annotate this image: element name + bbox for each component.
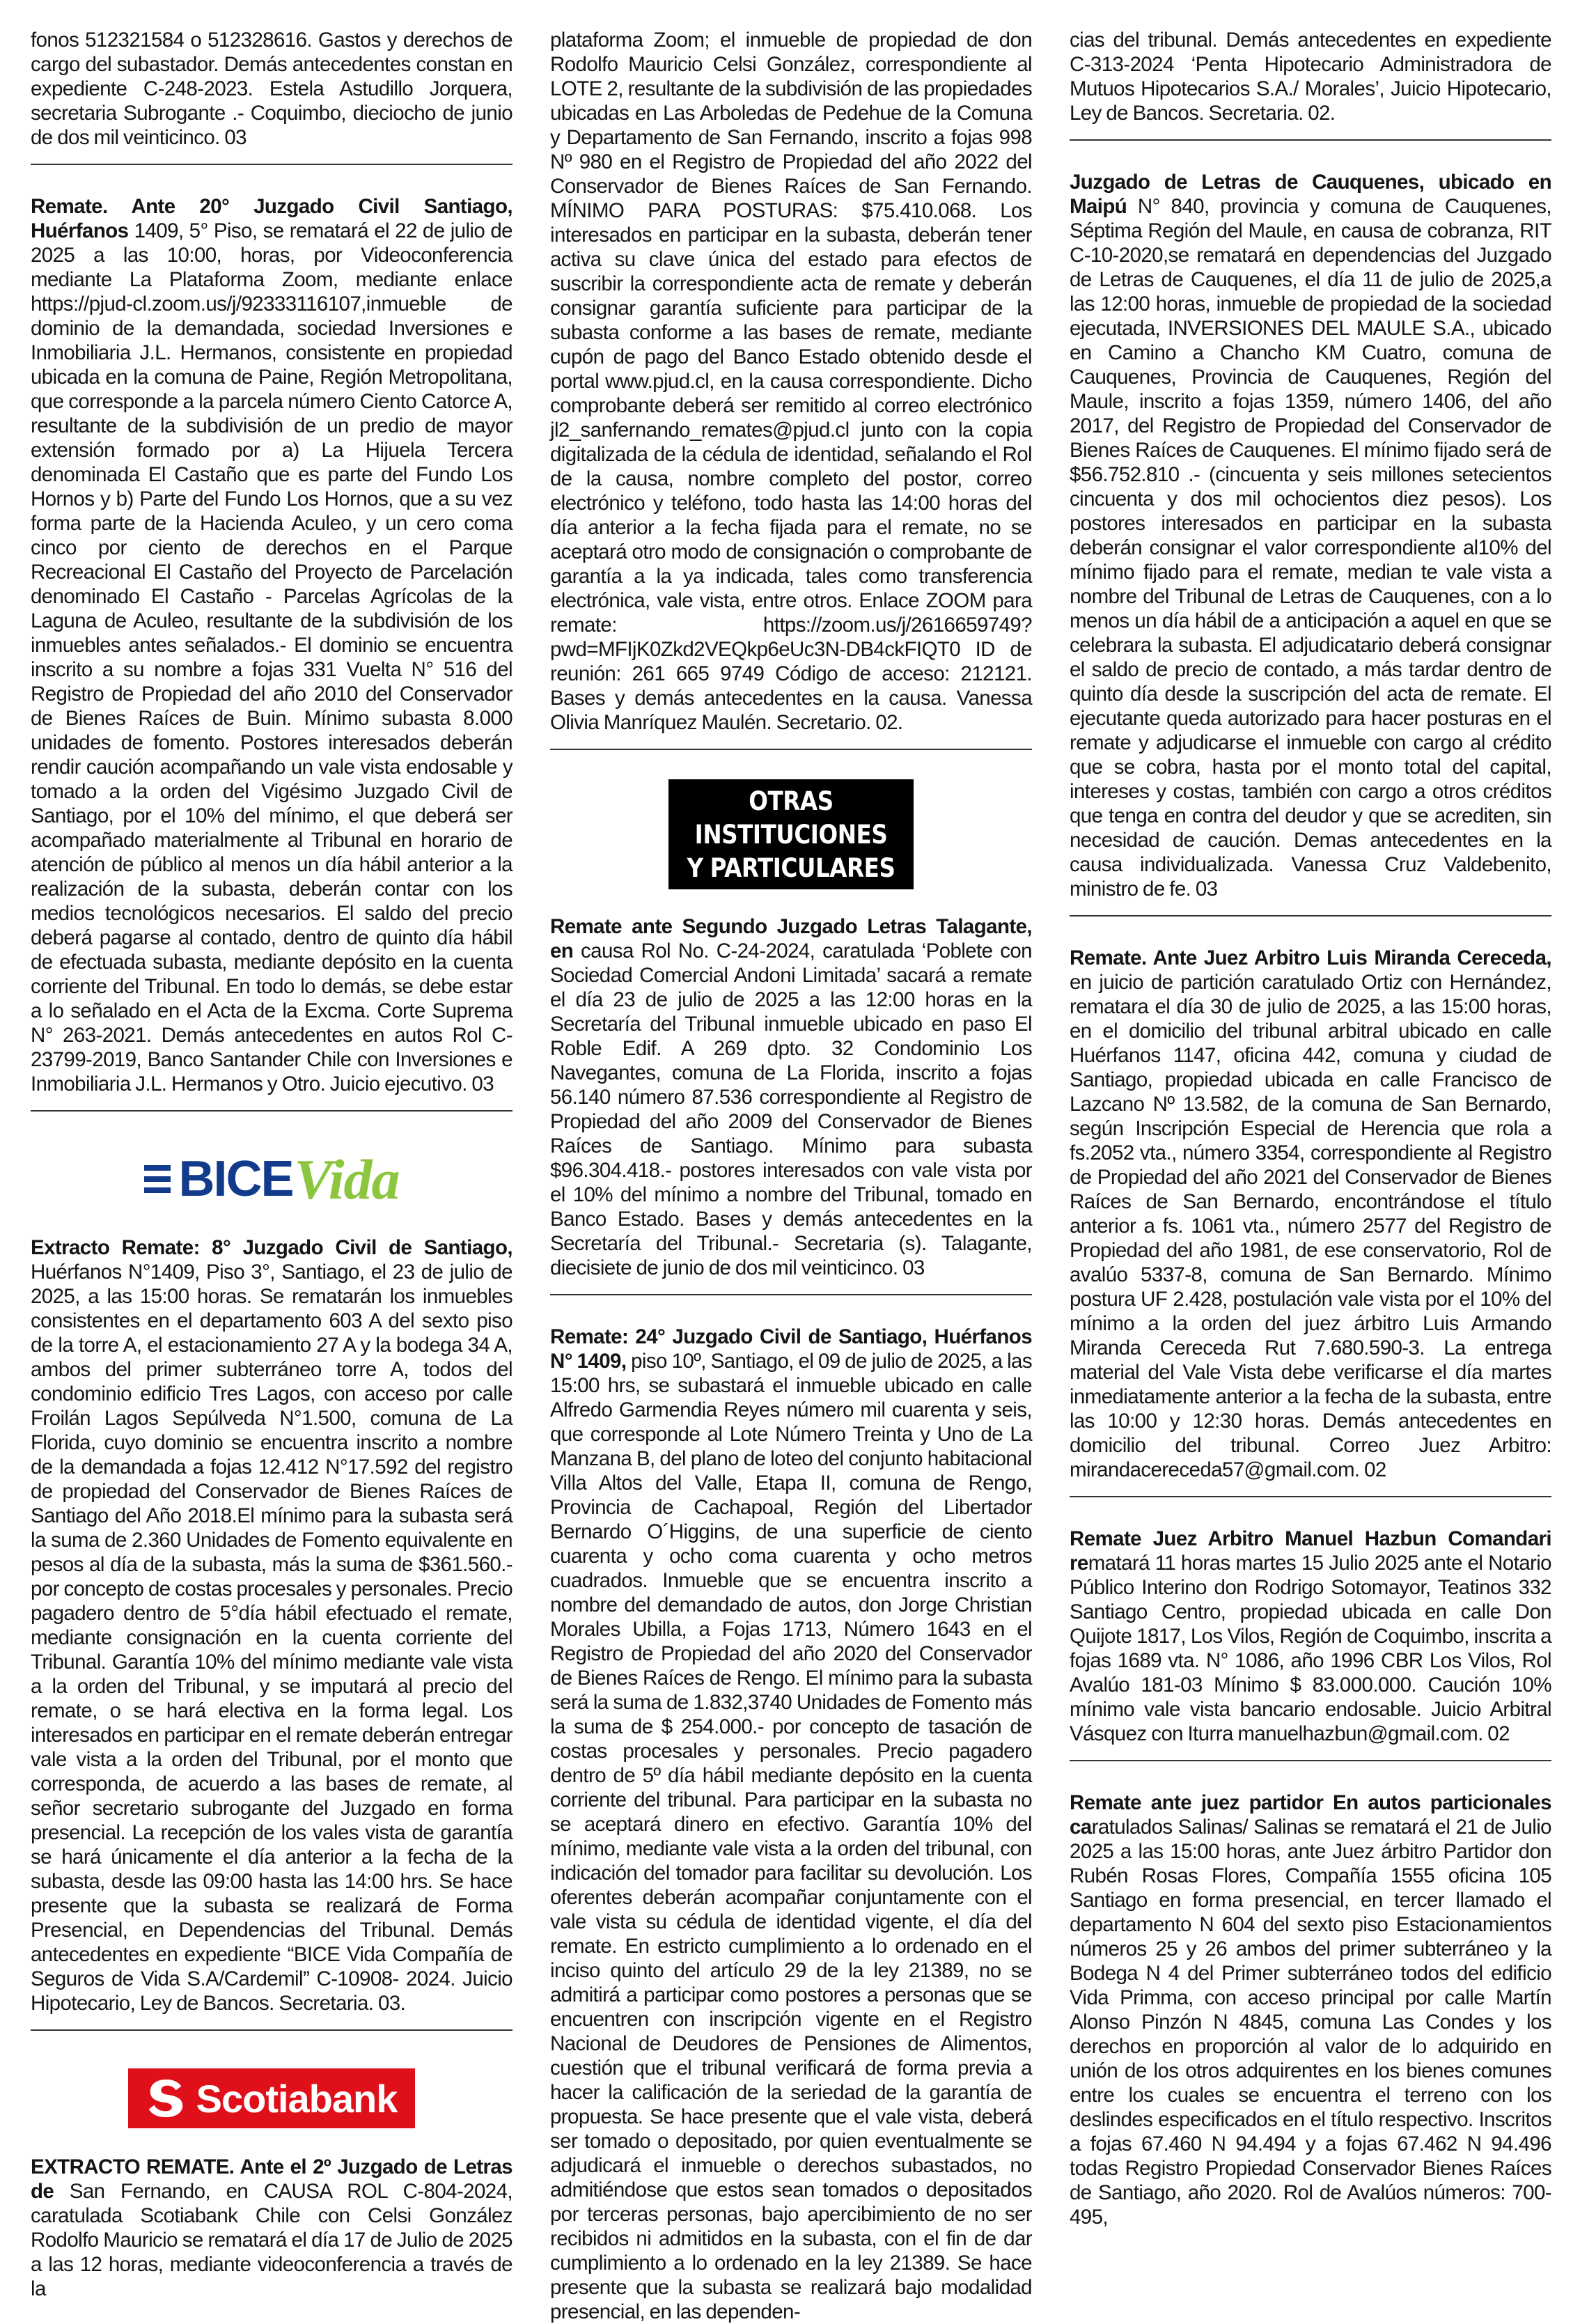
scotiabank-logo (31, 2060, 513, 2137)
notice-divider (31, 2029, 513, 2031)
notice-divider (1070, 915, 1551, 917)
notice-heading: Remate. Ante 20° Juzgado Civil Santiago, Huérfanos (31, 195, 513, 242)
notice-continuation: cias del tribunal. Demás antecedentes en expediente C-313-2024 ‘Penta Hipotecario Administradora de Mutuos Hipotecarios S.A./ Morales’, Juicio Hipotecario, Ley de Bancos. Secretaria. 02. (1070, 29, 1551, 125)
notice-body: San Fernando, en CAUSA ROL C-804-2024, caratulada Scotiabank Chile con Celsi González Rodolfo Mauricio se rematará el día 17 de Julio de 2025 a las 12 horas, mediante videoconferencia a través de la (31, 2180, 513, 2300)
bice-vida-logo (31, 1141, 513, 1217)
notice-remate-talagante (550, 914, 1032, 1280)
notice-heading: Remate. Ante Juez Arbitro Luis Miranda Cereceda, (1070, 946, 1551, 969)
notice-divider (550, 749, 1032, 750)
section-banner (550, 779, 1032, 889)
notice-divider (550, 1294, 1032, 1295)
notice-heading: Remate ante juez partidor En autos particionales ca (1070, 1791, 1551, 1839)
notice-extracto-8-juzgado (31, 1235, 513, 2015)
section-banner-line-1: OTRAS INSTITUCIONES (694, 786, 888, 850)
notice-body: en juicio de partición caratulado Ortiz con Hernández, rematara el día 30 de julio de 2025, a las 15:00 horas, en el domicilio del tribunal arbitral ubicado en calle Huérfanos 1147, oficina 442, comuna y ciudad de Santiago, propiedad ubicada en calle Francisco de Lazcano Nº 13.582, de la comuna de San Bernardo, según Inscripción Especial de Herencia que rola a fs.2052 vta., número 3354, correspondiente al Registro de Propiedad del año 2021 del Conservador de Bienes Raíces de San Bernardo, encontrándose el título anterior a fs. 1061 vta., número 2577 del Registro de Propiedad del año 1981, de ese conservatorio, Rol de avalúo 5337-8, comuna de San Bernardo. Mínimo postura UF 2.428, postulación vale vista por el 10% del mínimo a la orden del juez árbitro Luis Armando Miranda Cereceda Rut 7.680.590-3. La entrega material del Vale Vista debe verificarse el día martes inmediatamente anterior a la fecha de la subasta, entre las 10:00 y 12:30 horas. Demás antecedentes en domicilio del tribunal. Correo Juez Arbitro: mirandacereceda57@gmail.com. 02 (1070, 971, 1551, 1481)
notice-divider (31, 164, 513, 165)
notice-heading: EXTRACTO REMATE. Ante el 2º Juzgado de Letras de (31, 2155, 513, 2203)
notice-divider (1070, 139, 1551, 141)
scotiabank-s-icon (146, 2077, 187, 2120)
notice-body: 1409, 5° Piso, se rematará el 22 de julio de 2025 a las 10:00, horas, por Videoconferencia mediante La Plataforma Zoom, mediante enlace https://pjud-cl.zoom.us/j/92333116107,inmueble de dominio de la demandada, sociedad Inversiones e Inmobiliaria J.L. Hermanos, consistente en propiedad ubicada en la comuna de Paine, Región Metropolitana, que corresponde a la parcela número Ciento Catorce A, resultante de la subdivisión de un predio de mayor extensión formado por a) La Hijuela Tercera denominada El Castaño que es parte del Fundo Los Hornos y b) Parte del Fundo Los Hornos, que a su vez forma parte de la Hacienda Aculeo, y un cero coma cinco por ciento de derechos en el Parque Recreacional El Castaño del Proyecto de Parcelación denominado El Castaño - Parcelas Agrícolas de la Laguna de Aculeo, resultante de la subdivisión de los inmuebles antes señalados.- El dominio se encuentra inscrito a su nombre a fojas 331 Vuelta N° 516 del Registro de Propiedad del año 2010 del Conservador de Bienes Raíces de Buin. Mínimo subasta 8.000 unidades de fomento. Postores interesados deberán rendir caución acompañando un vale vista endosable y tomado a la orden del Vigésimo Juzgado Civil de Santiago, por el 10% del mínimo, el que deberá ser acompañado materialmente al Tribunal en horario de atención de público al menos un día hábil anterior a la realización de la subasta, deberán contar con los medios tecnológicos necesarios. El saldo del precio deberá pagarse al contado, dentro de quinto día hábil de efectuada subasta, mediante depósito en la cuenta corriente del Tribunal. En todo lo demás, se debe estar a lo señalado en el Acta de la Excma. Corte Suprema N° 263-2021. Demás antecedentes en autos Rol C-23799-2019, Banco Santander Chile con Inversiones e Inmobiliaria J.L. Hermanos y Otro. Juicio ejecutivo. 03 (31, 219, 513, 1095)
bice-logo-text: BICE (178, 1151, 293, 1207)
notice-heading: Remate Juez Arbitro Manuel Hazbun Comandari re (1070, 1527, 1551, 1575)
notice-juzgado-cauquenes (1070, 170, 1551, 901)
notice-continuation: fonos 512321584 o 512328616. Gastos y derechos de cargo del subastador. Demás antecedentes constan en expediente C-248-2023. Estela Astudillo Jorquera, secretaria Subrogante .- Coquimbo, dieciocho de junio de dos mil veinticinco. 03 (31, 29, 513, 149)
notice-heading: Extracto Remate: 8° Juzgado Civil de Santiago, (31, 1236, 513, 1259)
column-3 (1070, 28, 1551, 2229)
notice-heading: Juzgado de Letras de Cauquenes, ubicado en Maipú (1070, 171, 1551, 218)
notice-body: ratulados Salinas/ Salinas se rematará el 21 de Julio 2025 a las 15:00 horas, ante Juez árbitro Partidor don Rubén Rosas Flores, Compañía 1555 oficina 105 Santiago en forma presencial, en tercer llamado el departamento N 604 del sexto piso Estacionamientos números 25 y 26 ambos del primer subterráneo y la Bodega N 4 del Primer subterráneo todos del edificio Vida Primma, con acceso principal por calle Martín Alonso Pinzón N 4845, comuna Las Condes y los derechos en proporción al valor de lo adquirido en unión de los otros adquirentes en los bienes comunes entre los cuales se encuentra el terreno con los deslindes especificados en el título respectivo. Inscritos a fojas 67.460 N 94.494 y a fojas 67.462 N 94.496 todas Registro Propiedad Conservador Bienes Raíces de Santiago, año 2020. Rol de Avalúos números: 700-495, (1070, 1816, 1551, 2229)
notice-divider (31, 1110, 513, 1112)
notice-divider (1070, 1760, 1551, 1761)
notice-body: piso 10º, Santiago, el 09 de julio de 2025, a las 15:00 hrs, se subastará el inmueble ubicado en calle Alfredo Garmendia Reyes número mil cuarenta y seis, que corresponde al Lote Número Treinta y Uno de La Manzana B, del plano de loteo del conjunto habitacional Villa Altos del Valle, Etapa II, comuna de Rengo, Provincia de Cachapoal, Región del Libertador Bernardo O´Higgins, de una superficie de ciento cuarenta y ocho coma cuarenta y ocho metros cuadrados. Inmueble que se encuentra inscrito a nombre del demandado de autos, don Jorge Christian Morales Ubilla, a Fojas 1713, Número 1643 en el Registro de Propiedad del año 2020 del Conservador de Bienes Raíces de Rengo. El mínimo para la subasta será la suma de 1.832,3740 Unidades de Fomento más la suma de $ 254.000.- por concepto de tasación de costas procesales y personales. Precio pagadero dentro de 5º día hábil mediante depósito en la cuenta corriente del tribunal. Para participar en la subasta no se aceptará dinero en efectivo. Garantía 10% del mínimo, mediante vale vista a la orden del tribunal, con indicación del tomador para facilitar su devolución. Los oferentes deberán acompañar conjuntamente con el vale vista su cédula de identidad vigente, el día del remate. En estricto cumplimiento a lo ordenado en el inciso quinto del artículo 29 de la ley 21389, no se admitirá a participar como postores a personas que se encuentren con inscripción vigente en el Registro Nacional de Deudores de Pensiones de Alimentos, cuestión que el tribunal verificará de forma previa a hacer la calificación de la seriedad de la garantía de propuesta. Se hace presente que el vale vista, deberá ser tomado o depositado, por quien eventualmente se adjudicará el inmueble o derechos subastados, no admitiéndose que estos sean tomados o depositados por terceras personas, bajo apercibimiento de no ser recibidos ni admitidos en la subasta, con el fin de dar cumplimiento a lo ordenado en la ley 21389. Se hace presente que la subasta se realizará bajo modalidad presencial, en las dependen- (550, 1350, 1032, 2323)
scotiabank-logo-text: Scotiabank (196, 2076, 398, 2121)
notice-body: N° 840, provincia y comuna de Cauquenes, Séptima Región del Maule, en causa de cobranza, RIT C-10-2020,se rematará en dependencias del Juzgado de Letras de Cauquenes, el día 11 de julio de 2025,a las 12:00 horas, inmueble de propiedad de la sociedad ejecutada, INVERSIONES DEL MAULE S.A., ubicado en Camino a Chancho KM Cuatro, comuna de Cauquenes, Provincia de Cauquenes, Región del Maule, inscrito a fojas 1359, número 1406, del año 2017, del Registro de Propiedad del Conservador de Bienes Raíces de Cauquenes. El mínimo fijado será de $56.752.810 .- (cincuenta y seis millones setecientos cincuenta y dos mil ochocientos diez pesos). Los postores interesados en participar en la subasta deberán consignar el valor correspondiente al10% del mínimo fijado para el remate, median te vale vista a nombre del Tribunal de Letras de Cauquenes, con a lo menos un día hábil de a anticipación a aquel en que se celebrara la subasta. El adjudicatario deberá consignar el saldo de precio de contado, a más tardar dentro de quinto día desde la suscripción del acta de remate. El ejecutante queda autorizado para hacer posturas en el remate y adjudicarse el inmueble con cargo al crédito que se cobra, hasta por el monto total del capital, intereses y costas, también con cargo a otros créditos que tenga en contra del deudor y que se acrediten, sin necesidad de caución. Demas antecedentes en la causa individualizada. Vanessa Cruz Valdebenito, ministro de fe. 03 (1070, 195, 1551, 900)
notice-juez-arbitro-hazbun (1070, 1527, 1551, 1746)
notice-juez-partidor-salinas (1070, 1791, 1551, 2229)
notice-heading: Remate: 24° Juzgado Civil de Santiago, Huérfanos N° 1409, (550, 1325, 1032, 1373)
notice-heading: Remate ante Segundo Juzgado Letras Talagante, en (550, 915, 1032, 962)
notice-body: Huérfanos N°1409, Piso 3°, Santiago, el 23 de julio de 2025, a las 15:00 horas. Se rematarán los inmuebles consistentes en el departamento 603 A del sexto piso de la torre A, el estacionamiento 27 A y la bodega 34 A, ambos del primer subterráneo torre A, todos del condominio edificio Tres Lagos, con acceso por calle Froilán Lagos Sepúlveda N°1.500, comuna de La Florida, cuyo dominio se encuentra inscrito a nombre de la demandada a fojas 12.412 N°17.592 del registro de propiedad del Conservador de Bienes Raíces de Santiago del Año 2018.El mínimo para la subasta será la suma de 2.360 Unidades de Fomento equivalente en pesos al día de la subasta, más la suma de $361.560.- por concepto de costas procesales y personales. Precio pagadero dentro de 5°día hábil efectuado el remate, mediante consignación en la cuenta corriente del Tribunal. Garantía 10% del mínimo mediante vale vista a la orden del Tribunal, y se imputará al precio del remate, o se hará electiva en la forma legal. Los interesados en participar en el remate deberán entregar vale vista a la orden del Tribunal, por el monto que corresponda, de acuerdo a las bases de remate, al señor secretario subrogante del Juzgado en forma presencial. La recepción de los vales vista de garantía se hará únicamente el día anterior a la fecha de la subasta, desde las 09:00 hasta las 14:00 hrs. Se hace presente que la subasta se realizará de Forma Presencial, en Dependencias del Tribunal. Demás antecedentes en expediente “BICE Vida Compañía de Seguros de Vida S.A/Cardemil” C-10908- 2024. Juicio Hipotecario, Ley de Bancos. Secretaria. 03. (31, 1261, 513, 2015)
notice-body: matará 11 horas martes 15 Julio 2025 ante el Notario Público Interino don Rodrigo Sotomayor, Teatinos 332 Santiago Centro, propiedad ubicada en calle Don Quijote 1817, Los Vilos, Región de Coquimbo, inscrita a fojas 1689 vta. N° 1086, año 1996 CBR Los Vilos, Rol Avalúo 181-03 Mínimo $ 83.000.000. Caución 10% mínimo vale vista bancario endosable. Juicio Arbitral Vásquez con Iturra manuelhazbun@gmail.com. 02 (1070, 1552, 1551, 1745)
column-1 (31, 28, 513, 2301)
notice-remate-20-juzgado (31, 194, 513, 1096)
column-2 (550, 28, 1032, 2324)
notice-remate-24-juzgado (550, 1325, 1032, 2324)
notice-divider (1070, 1496, 1551, 1497)
notice-juez-arbitro-miranda (1070, 946, 1551, 1482)
notice-extracto-2-juzgado-san-fernando (31, 2155, 513, 2301)
notice-continuation: plataforma Zoom; el inmueble de propiedad de don Rodolfo Mauricio Celsi González, correspondiente al LOTE 2, resultante de la subdivisión de las propiedades ubicadas en Las Arboledas de Pedehue de la Comuna y Departamento de San Fernando, inscrito a fojas 998 Nº 980 en el Registro de Propiedad del año 2022 del Conservador de Bienes Raíces de San Fernando. MÍNIMO PARA POSTURAS: $75.410.068. Los interesados en participar en la subasta, deberán tener activa su clave única del estado para efectos de suscribir la correspondiente acta de remate y deberán consignar garantía suficiente para participar de la subasta conforme a las bases de remate, mediante cupón de pago del Banco Estado obtenido desde el portal www.pjud.cl, en la causa correspondiente. Dicho comprobante deberá ser remitido al correo electrónico jl2_sanfernando_remates@pjud.cl junto con la copia digitalizada de la cédula de identidad, señalando el Rol de la causa, nombre completo del postor, correo electrónico y teléfono, todo hasta las 14:00 horas del día anterior a la fecha fijada para el remate, no se aceptará otro modo de consignación o comprobante de garantía a la ya indicada, tales como transferencia electrónica, vale vista, entre otros. Enlace ZOOM para remate: https://zoom.us/j/2616659749?pwd=MFIjK0Zkd2VEQkp6eUc3N-DB4ckFIQT0 ID de reunión: 261 665 9749 Código de acceso: 212121. Bases y demás antecedentes en la causa. Vanessa Olivia Manríquez Maulén. Secretario. 02. (550, 29, 1032, 734)
notice-body: causa Rol No. C-24-2024, caratulada ‘Poblete con Sociedad Comercial Andoni Limitada’ sacará a remate el día 23 de julio de 2025 a las 12:00 horas en la Secretaría del Tribunal inmueble ubicado en paso El Roble Edif. A 269 dpto. 32 Condominio Los Navegantes, comuna de La Florida, inscrito a fojas 56.140 número 87.536 correspondiente al Registro de Propiedad del año 2009 del Conservador de Bienes Raíces de Santiago. Mínimo para subasta $96.304.418.- postores interesados con vale vista por el 10% del mínimo a nombre del Tribunal, tomado en Banco Estado. Bases y demás antecedentes en la Secretaría del Tribunal.- Secretaria (s). Talagante, diecisiete de junio de dos mil veinticinco. 03 (550, 939, 1032, 1279)
section-banner-line-2: Y PARTICULARES (687, 853, 895, 883)
vida-logo-text: Vida (294, 1147, 400, 1211)
bice-bars-icon (144, 1165, 171, 1193)
